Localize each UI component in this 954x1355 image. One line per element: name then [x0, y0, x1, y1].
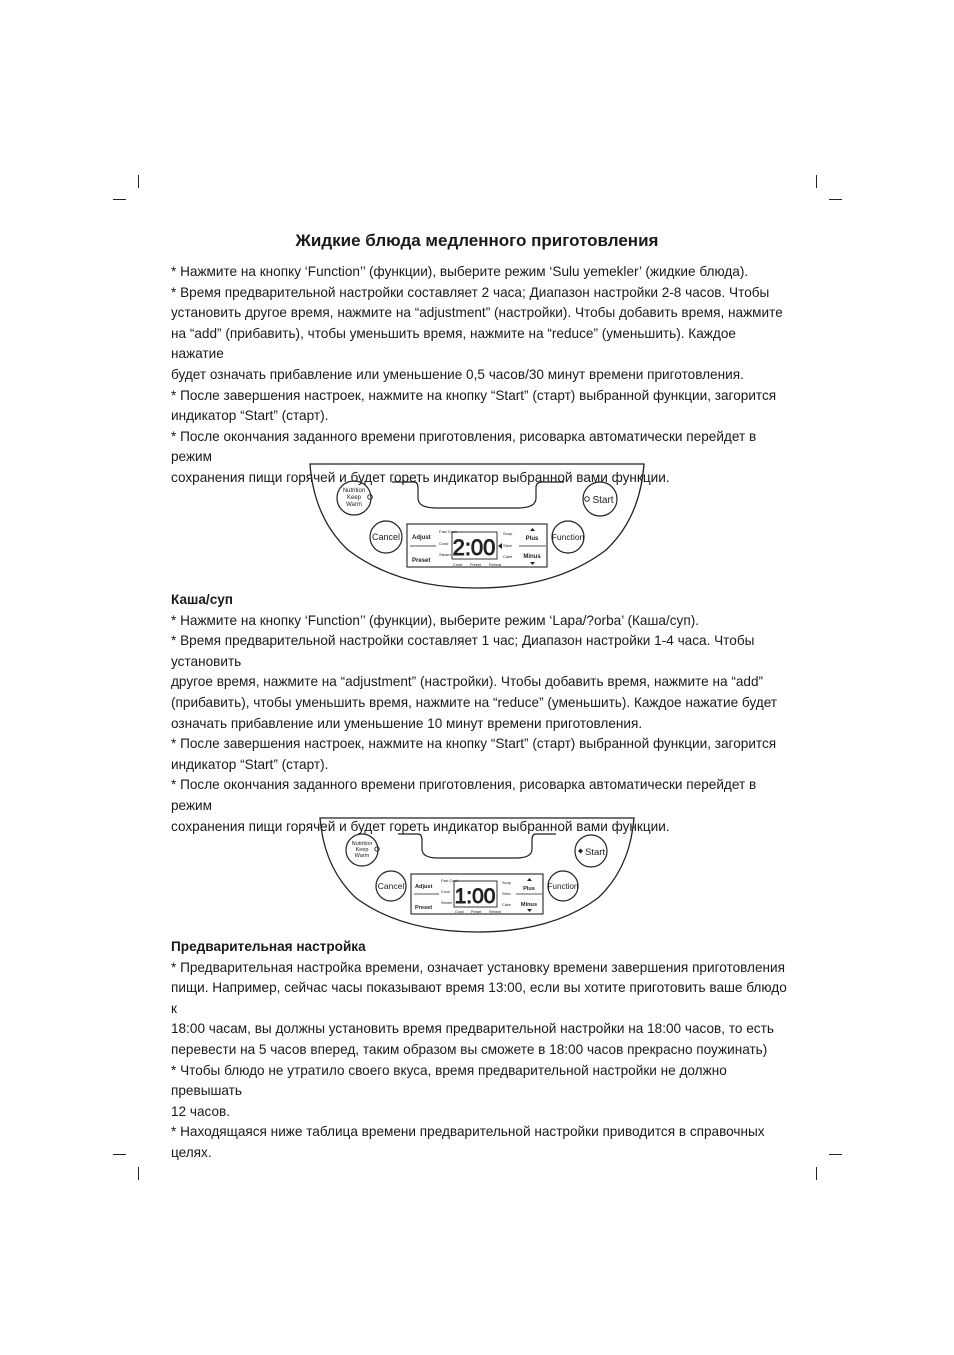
text-line: * После завершения настроек, нажмите на кнопку “Start” (старт) выбранной функции, загорится — [171, 736, 777, 752]
mode-crust-label: Crust — [455, 910, 464, 914]
indicator-light-icon — [368, 495, 373, 500]
indicator-light-icon — [585, 497, 590, 502]
text-line: * Чтобы блюдо не утратило своего вкуса, время предварительной настройки не должно превышать — [171, 1062, 727, 1099]
text-line: индикатор “Start” (старт). — [171, 756, 329, 772]
function-label: Function — [547, 882, 579, 891]
text-line: сохранения пищи горячей и будет гореть индикатор выбранной вами функции. — [171, 818, 670, 834]
text-line: * Предварительная настройка времени, означает установку времени завершения приготовления — [171, 959, 786, 975]
preset-button[interactable]: Preset — [412, 558, 431, 564]
crop-mark — [829, 1154, 842, 1155]
mode-fast-cook-label: Fast Cook — [441, 879, 459, 883]
crop-mark — [829, 199, 842, 200]
control-panel-illustration — [306, 458, 648, 596]
crop-mark — [113, 1154, 126, 1155]
mode-steam-label: Steam — [441, 901, 452, 905]
text-line: другое время, нажмите на “adjustment” (настройки). Чтобы добавить время, нажмите на “add” — [171, 674, 764, 690]
start-label: Start — [584, 847, 606, 858]
mode-stew-label: Stew — [502, 892, 511, 896]
text-line: будет означать прибавление или уменьшение 0,5 часов/30 минут времени приготовления. — [171, 366, 744, 382]
warm-label: Warm — [346, 502, 362, 508]
text-line: * После завершения настроек, нажмите на кнопку “Start” (старт) выбранной функции, загорится — [171, 387, 777, 403]
keep-label: Keep — [355, 847, 369, 853]
page-title: Жидкие блюда медленного приготовления — [295, 231, 659, 250]
text-line: сохранения пищи горячей и будет гореть индикатор выбранной вами функции. — [171, 469, 670, 485]
cancel-label: Cancel — [371, 532, 401, 542]
preset-button[interactable]: Preset — [415, 905, 433, 911]
mode-preset-label: Preset — [471, 910, 482, 914]
minus-button[interactable]: Minus — [520, 902, 538, 908]
crop-mark — [138, 1167, 139, 1180]
text-line: 18:00 часам, вы должны установить время предварительной настройки на 18:00 часов, то есть — [171, 1021, 774, 1037]
plus-button[interactable]: Plus — [525, 536, 539, 542]
keep-label: Keep — [346, 495, 362, 501]
text-line: * Нажмите на кнопку ‘Function’’ (функции), выберите режим ‘Sulu yemekler’ (жидкие блюда). — [171, 264, 749, 279]
arrow-down-icon — [527, 909, 532, 912]
indicator-light-icon — [578, 849, 583, 854]
text-line: * Время предварительной настройки составляет 1 час; Диапазон настройки 1-4 часа. Чтобы установить — [171, 633, 755, 669]
mode-soup-label: Soup — [503, 531, 513, 536]
text-line: * Находящаяся ниже таблица времени предварительной настройки приводится в справочных целях. — [171, 1124, 765, 1160]
section-porridge-soup — [171, 590, 791, 837]
text-line: (прибавить), чтобы уменьшить время, нажмите на “reduce” (уменьшить). Каждое нажатие будет — [171, 694, 778, 710]
nutrition-label: Nutrition — [351, 841, 373, 847]
nutrition-label: Nutrition — [342, 488, 366, 494]
text-line: индикатор “Start” (старт). — [171, 408, 329, 424]
section-heading: Каша/суп — [171, 592, 234, 607]
section-heading: Предварительная настройка — [171, 939, 366, 954]
plus-button[interactable]: Plus — [523, 886, 535, 892]
mode-crust-label: Crust — [453, 563, 463, 567]
mode-fast-cook-label: Fast Cook — [439, 529, 458, 534]
warm-label: Warm — [354, 853, 370, 859]
arrow-up-icon — [530, 528, 535, 531]
arrow-right-icon — [498, 543, 502, 549]
adjust-button[interactable]: Adjust — [412, 535, 431, 541]
crop-mark — [138, 175, 139, 188]
arrow-down-icon — [530, 562, 535, 565]
minus-button[interactable]: Minus — [523, 554, 541, 560]
mode-preset-label: Preset — [470, 563, 481, 567]
text-line: * Нажмите на кнопку ‘Function’’ (функции), выберите режим ‘Lapa/?orba’ (Каша/суп). — [171, 612, 699, 628]
crop-mark — [816, 175, 817, 188]
mode-reheat-label: Reheat — [489, 563, 502, 567]
crop-mark — [816, 1167, 817, 1180]
time-display: 1:00 — [454, 885, 496, 908]
mode-reheat-label: Reheat — [489, 910, 501, 914]
arrow-up-icon — [527, 878, 532, 881]
text-line: на “add” (прибавить), чтобы уменьшить время, нажмите на “reduce” (уменьшить). Каждое нажатие — [171, 325, 736, 362]
text-line: установить другое время, нажмите на “adjustment” (настройки). Чтобы добавить время, нажмите — [171, 305, 783, 321]
section-preset — [171, 937, 791, 1164]
text-line: * После окончания заданного времени приготовления, рисоварка автоматически перейдет в режим — [171, 777, 757, 813]
mode-soup-label: Soup — [502, 881, 511, 885]
crop-mark — [113, 199, 126, 200]
mode-steam-label: Steam — [439, 552, 451, 557]
start-label: Start — [592, 495, 614, 506]
text-line: пищи. Например, сейчас часы показывают время 13:00, если вы хотите приготовить ваше блюдо к — [171, 980, 787, 1016]
mode-cake-label: Cake — [503, 554, 513, 559]
function-label: Function — [551, 532, 585, 542]
cancel-label: Cancel — [377, 881, 405, 891]
mode-stew-label: Stew — [503, 543, 512, 548]
text-line: означать прибавление или уменьшение 10 минут времени приготовления. — [171, 715, 643, 731]
control-panel-illustration — [316, 812, 638, 938]
text-line: * После окончания заданного времени приготовления, рисоварка автоматически перейдет в режим — [171, 428, 757, 465]
text-line: перевести на 5 часов вперед, таким образом вы сможете в 18:00 часов прекрасно поужинать) — [171, 1041, 768, 1057]
time-display: 2:00 — [452, 535, 496, 560]
mode-cake-label: Cake — [502, 903, 511, 907]
mode-cook-label: Cook — [439, 541, 449, 546]
text-line: * Время предварительной настройки составляет 2 часа; Диапазон настройки 2-8 часов. Чтобы — [171, 284, 770, 300]
mode-cook-label: Cook — [441, 890, 450, 894]
text-line: 12 часов. — [171, 1103, 231, 1119]
section-liquid-dishes — [171, 262, 791, 489]
adjust-button[interactable]: Adjust — [415, 884, 433, 890]
